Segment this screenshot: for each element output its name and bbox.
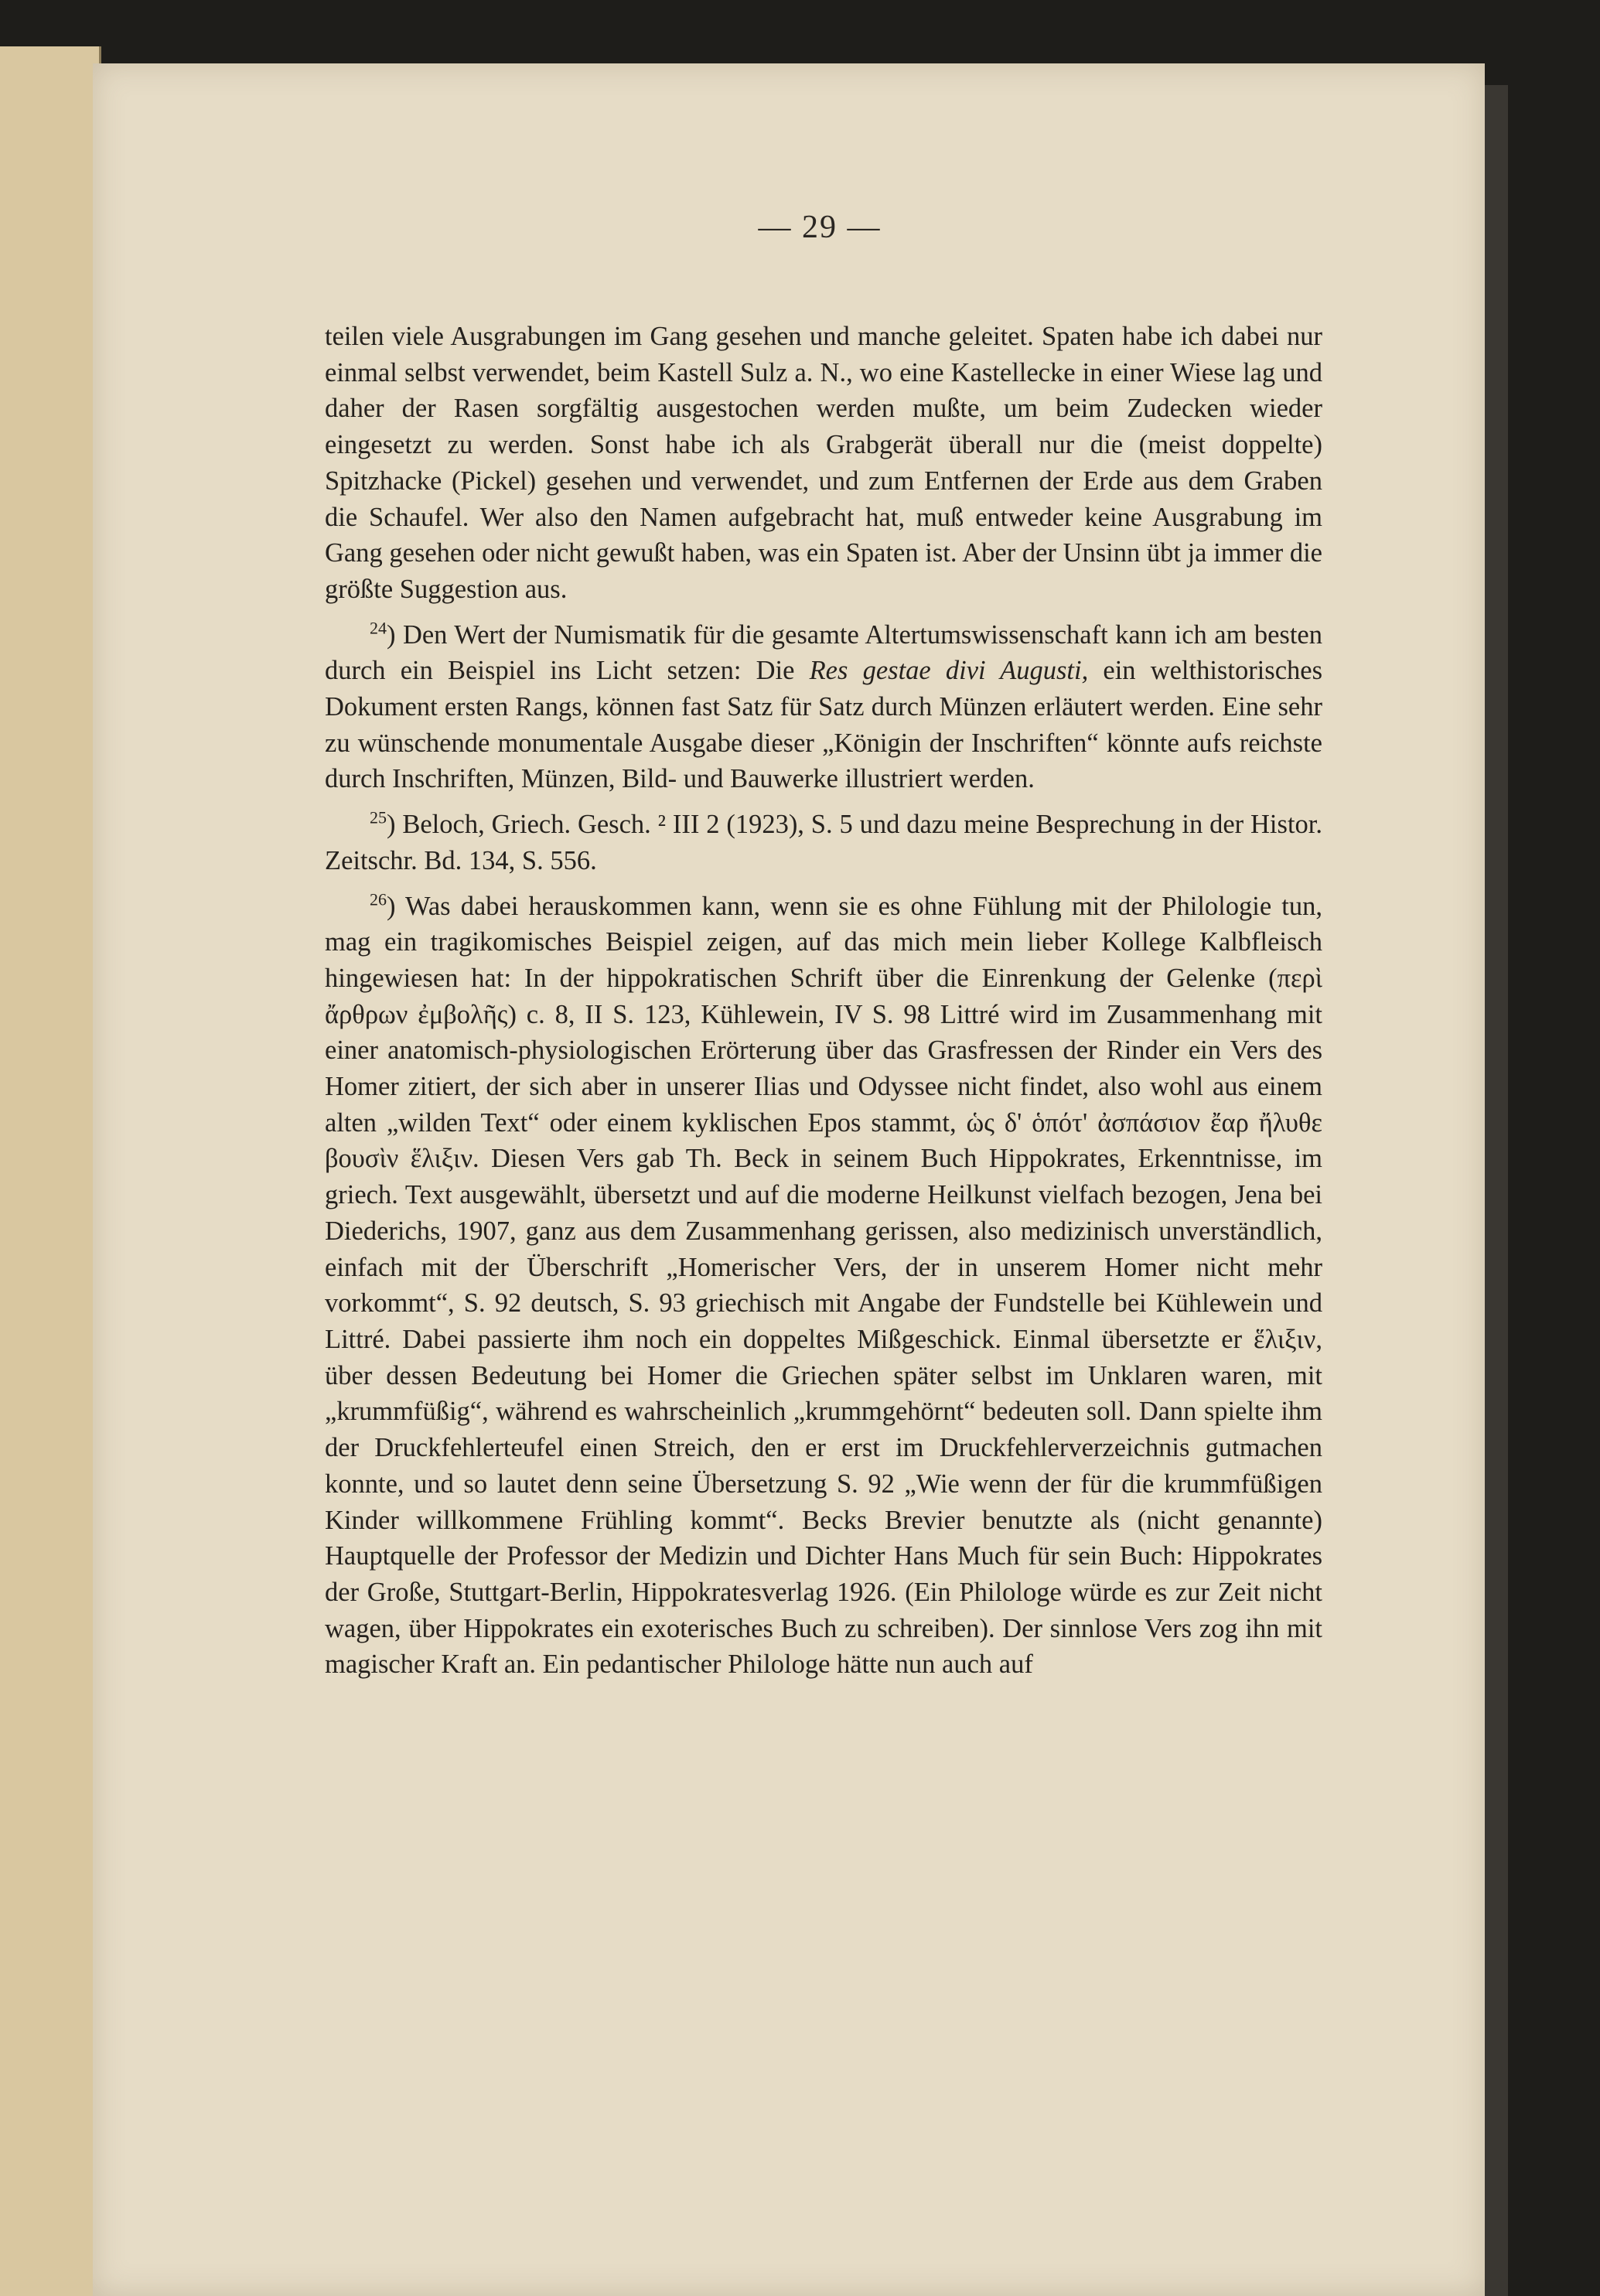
footnote-text: ) Beloch, Griech. Gesch. ² III 2 (1923), S. 5 und dazu meine Besprechung in der Histor. Zeitschr. Bd. 134, S. 556.: [325, 810, 1322, 875]
footnote-text: ) Was dabei herauskommen kann, wenn sie es ohne Fühlung mit der Philologie tun, mag ein tragikomisches Beispiel zeigen, auf das mich mein lieber Kollege Kalbfleisch hingewiesen hat: In der hippokratischen Schrift über die Einrenkung der Gelenke (περὶ ἄρθρων ἐμβολῆς) c. 8, II S. 123, Kühlewein, IV S. 98 Littré wird im Zusammenhang mit einer anatomisch-physiologischen Erörterung über das Grasfressen der Rinder ein Vers des Homer zitiert, der sich aber in unserer Ilias und Odyssee nicht findet, also wohl aus einem alten „wilden Text“ oder einem kyklischen Epos stammt, ὡς δ' ὁπότ' ἀσπάσιον ἔαρ ἤλυθε βουσὶν ἕλιξιν. Diesen Vers gab Th. Beck in seinem Buch Hippokrates, Erkenntnisse, im griech. Text ausgewählt, übersetzt und auf die moderne Heilkunst vielfach bezogen, Jena bei Diederichs, 1907, ganz aus dem Zusammenhang gerissen, also medizinisch unverständlich, einfach mit der Überschrift „Homerischer Vers, der in unserem Homer nicht mehr vorkommt“, S. 92 deutsch, S. 93 griechisch mit Angabe der Fundstelle bei Kühlewein und Littré. Dabei passierte ihm noch ein doppeltes Mißgeschick. Einmal übersetzte er ἕλιξιν, über dessen Bedeutung bei Homer die Griechen später selbst im Unklaren waren, mit „krummfüßig“, während es wahrscheinlich „krummgehörnt“ bedeuten soll. Dann spielte ihm der Druckfehlerteufel einen Streich, den er erst im Druckfehlerverzeichnis gutmachen konnte, und so lautet denn seine Übersetzung S. 92 „Wie wenn der für die krummfüßigen Kinder willkommene Frühling kommt“. Becks Brevier benutzte als (nicht genannte) Hauptquelle der Professor der Medizin und Dichter Hans Much für sein Buch: Hippokrates der Große, Stuttgart-Berlin, Hippokratesverlag 1926. (Ein Philologe würde es zur Zeit nicht wagen, über Hippokrates ein exoterisches Buch zu schreiben). Der sinnlose Vers zog ihn mit magischer Kraft an. Ein pedantischer Philologe hätte nun auch auf: [325, 891, 1322, 1680]
page-right-edge: [1485, 85, 1508, 2296]
left-page-edge: [0, 46, 101, 2296]
footnote-text: ) Den Wert der Numismatik für die gesamte Altertumswissenschaft kann ich am besten durch ein Beispiel ins Licht setzen: Die: [325, 619, 1322, 686]
footnote-25: [325, 807, 1322, 878]
footnote-26: [325, 889, 1322, 1683]
footnote-number: 26: [370, 889, 387, 909]
page-text: [325, 319, 1322, 1683]
footnote-24: [325, 617, 1322, 798]
page-number: — 29 —: [758, 210, 882, 245]
paragraph-continuation: teilen viele Ausgrabungen im Gang gesehen und manche geleitet. Spaten habe ich dabei nur einmal selbst verwendet, beim Kastell Sulz a. N., wo eine Kastellecke in einer Wiese lag und daher der Rasen sorgfältig ausgestochen werden mußte, um beim Zudecken wieder eingesetzt zu werden. Sonst habe ich als Grabgerät überall nur die (meist doppelte) Spitzhacke (Pickel) gesehen und verwendet, und zum Entfernen der Erde aus dem Graben die Schaufel. Wer also den Namen aufgebracht hat, muß entweder keine Ausgrabung im Gang gesehen oder nicht gewußt haben, was ein Spaten ist. Aber der Unsinn übt ja immer die größte Suggestion aus.: [325, 322, 1322, 604]
footnote-number: 25: [370, 807, 387, 827]
footnote-number: 24: [370, 618, 387, 638]
book-page: [93, 63, 1485, 2296]
footnote-italic-title: Res gestae divi Augusti,: [809, 656, 1089, 686]
footnote-text: ein welthistorisches Dokument ersten Rangs, können fast Satz für Satz durch Münzen erläutert werden. Eine sehr zu wünschende monumentale Ausgabe dieser „Königin der Inschriften“ könnte aufs reichste durch Inschriften, Münzen, Bild- und Bauwerke illustriert werden.: [325, 656, 1322, 794]
